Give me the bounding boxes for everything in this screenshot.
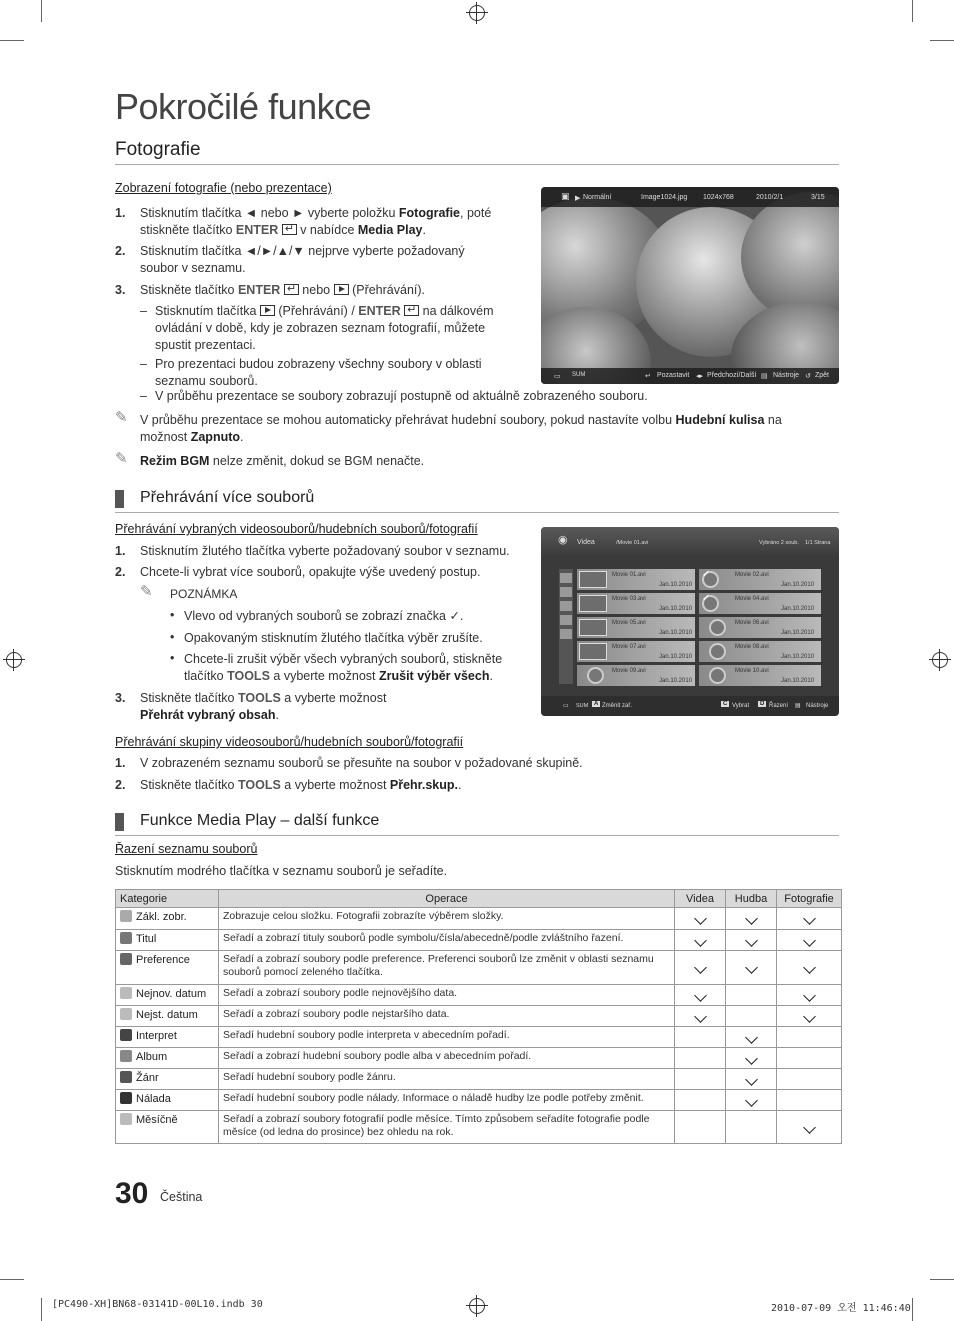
control-bar [541,368,839,384]
step-text: Stisknutím tlačítka ◄/►/▲/▼ nejprve vyberte požadovaný soubor v seznamu. [140,244,465,275]
note-text: Režim BGM nelze změnit, dokud se BGM nenačte. [140,454,425,468]
table-row [116,908,842,930]
check-cell [726,951,777,985]
bullet-text: Chcete-li zrušit výběr všech vybraných souborů, stiskněte tlačítko TOOLS a vyberte možnost Zrušit výběr všech. [184,652,503,683]
tools-button[interactable]: Nástroje [773,372,800,379]
check-cell [726,1027,777,1048]
mode-label: Normální [583,194,612,201]
category-cell: Nejnov. datum [116,985,219,1006]
checkmark-icon: ✓ [702,593,711,604]
check-icon [803,961,816,974]
check-icon [803,1010,816,1023]
crop-mark [0,1279,24,1280]
divider [115,164,839,165]
check-icon [694,912,707,925]
file-name: Movie 07.avi [612,644,646,650]
back-button[interactable]: Zpět [815,372,830,379]
check-cell [777,908,842,930]
check-cell [726,1048,777,1069]
check-cell [675,930,726,951]
header-category: Kategorie [116,890,219,908]
check-icon [745,934,758,947]
dash: – [140,357,147,371]
title-sort-icon[interactable] [560,587,572,597]
print-footer-right: 2010-07-09 오전 11:46:40 [771,1303,911,1314]
file-date: Jan.10.2010 [659,606,693,612]
calendar-new-icon [120,987,132,999]
operation-cell: Seřadí a zobrazí soubory podle nejnovějšího data. [219,985,675,1006]
photo-icon: ▣ [561,191,570,201]
select-label: Vybrat [732,703,750,709]
device-label: SUM [576,703,589,709]
check-cell [777,930,842,951]
sub-step-text: Pro prezentaci budou zobrazeny všechny soubory v oblasti seznamu souborů. [155,357,482,388]
file-name: Movie 01.avi [612,572,646,578]
step-text: Stisknutím žlutého tlačítka vyberte požadovaný soubor v seznamu. [140,544,510,558]
title-icon [120,932,132,944]
page-title: Pokročilé funkce [115,86,372,127]
category-cell: Preference [116,951,219,985]
check-cell [675,1027,726,1048]
step-text: V zobrazeném seznamu souborů se přesuňte na soubor v požadované skupině. [140,756,583,770]
heading-marker [115,813,124,831]
registration-mark-icon [469,5,485,21]
check-icon [745,1052,758,1065]
pause-button[interactable]: Pozastavit [657,372,690,379]
path-label: /Movie 01.avi [616,540,649,546]
table-row [116,1111,842,1144]
note-pencil-icon: ✎ [115,450,128,467]
enter-key-icon [282,224,297,235]
step-number: 1. [115,544,126,558]
arrows-icon: ◂▸ [696,373,704,380]
step-text: Chcete-li vybrat více souborů, opakujte výše uvedený postup. [140,565,481,579]
film-reel-icon [709,667,726,684]
operation-cell: Seřadí a zobrazí soubory podle nejstaršího data. [219,1006,675,1027]
table-row [116,930,842,951]
category-cell: Měsíčně [116,1111,219,1144]
registration-mark-icon [6,652,22,668]
table-row [116,951,842,985]
file-date: Jan.10.2010 [781,630,815,636]
check-icon [803,934,816,947]
registration-mark-icon [932,652,948,668]
enter-key-icon [284,284,299,295]
crop-mark [912,0,913,22]
check-cell [675,1069,726,1090]
folder-icon[interactable] [560,573,572,583]
header-videos: Videa [675,890,726,908]
file-item[interactable] [577,641,695,662]
check-cell [726,1069,777,1090]
note-pencil-icon: ✎ [140,583,153,600]
step-number: 2. [115,244,126,258]
step-text: Stiskněte tlačítko TOOLS a vyberte možnost Přehrát vybraný obsah. [140,691,387,722]
film-reel-icon [709,619,726,636]
bullet: • [170,630,175,644]
calendar-old-icon [120,1008,132,1020]
selected-count: Vybráno 2 soub. [759,540,799,546]
sort-table [115,889,842,1144]
tools-icon: ▤ [761,373,768,380]
file-name: Movie 03.avi [612,596,646,602]
tools-icon: ▤ [795,703,801,709]
star-icon [120,953,132,965]
mood-icon [120,1092,132,1104]
oldest-date-icon[interactable] [560,615,572,625]
check-cell [675,1048,726,1069]
table-row [116,1006,842,1027]
check-cell [777,985,842,1006]
crop-mark [930,40,954,41]
file-list-screenshot [541,527,839,716]
check-cell [726,1006,777,1027]
control-bar [541,696,839,716]
category-cell: Titul [116,930,219,951]
file-name: Movie 10.avi [735,668,769,674]
operation-cell: Seřadí hudební soubory podle nálady. Informace o náladě hudby lze podle potřeby změnit. [219,1090,675,1111]
check-icon [694,1010,707,1023]
file-name: Movie 08.avi [735,644,769,650]
device-label: SUM [572,372,586,378]
folder-icon [120,910,132,922]
check-icon [745,961,758,974]
crop-mark [0,40,24,41]
heading-marker [115,490,124,508]
paragraph: Stisknutím modrého tlačítka v seznamu souborů je seřadíte. [115,864,448,878]
note-label: POZNÁMKA [170,587,238,601]
file-item-selected[interactable] [699,569,821,590]
operation-cell: Seřadí a zobrazí soubory fotografií podle měsíce. Tímto způsobem seřadíte fotografie podle měsíce (od ledna do prosince) bez ohledu na rok. [219,1111,675,1144]
category-cell: Zákl. zobr. [116,908,219,930]
date: 2010/2/1 [756,194,784,201]
table-row [116,1069,842,1090]
film-reel-icon [709,643,726,660]
table-row [116,1027,842,1048]
usb-icon: ▭ [554,373,561,380]
operation-cell: Seřadí a zobrazí hudební soubory podle alba v abecedním pořadí. [219,1048,675,1069]
file-name: Movie 04.avi [735,596,769,602]
check-icon [745,1094,758,1107]
step-text: Stiskněte tlačítko TOOLS a vyberte možnost Přehr.skup.. [140,778,462,792]
calendar-month-icon [120,1113,132,1125]
subsection-heading: Přehrávání vybraných videosouborů/hudebních souborů/fotografií [115,522,478,536]
sub-step-text: Stisknutím tlačítka (Přehrávání) / ENTER ↵ na dálkovém ovládání v době, kdy je zobrazen seznam fotografií, můžete spustit prezentaci. [155,303,535,354]
table-row [116,1048,842,1069]
photo-viewer-screenshot [541,187,839,384]
file-name: Movie 09.avi [612,668,646,674]
page-language: Čeština [160,1190,203,1204]
divider [115,512,839,513]
check-cell [777,1090,842,1111]
check-cell [675,1006,726,1027]
sub-step-text: V průběhu prezentace se soubory zobrazují postupně od aktuálně zobrazeného souboru. [155,389,648,403]
step-text: Stiskněte tlačítko ENTER ↵ nebo (Přehrávání). [140,282,530,299]
album-icon [120,1050,132,1062]
bullet-text: Vlevo od vybraných souborů se zobrazí značka ✓. [184,609,464,623]
file-item[interactable] [577,593,695,614]
check-cell [777,1006,842,1027]
artist-icon [120,1029,132,1041]
header-photos: Fotografie [777,890,842,908]
check-icon [803,989,816,1002]
header-music: Hudba [726,890,777,908]
operation-cell: Seřadí hudební soubory podle interpreta v abecedním pořadí. [219,1027,675,1048]
change-device-label: Změnit zař. [602,703,633,709]
table-header [116,890,842,908]
header-bar [541,527,839,557]
checkmark-icon: ✓ [449,609,460,623]
file-name: Movie 02.avi [735,572,769,578]
note-text: V průběhu prezentace se mohou automaticky přehrávat hudební soubory, pokud nastavíte volbu Hudební kulisa na možnost Zapnuto. [140,413,782,444]
c-button[interactable]: C [723,701,728,707]
check-cell [726,985,777,1006]
category-cell: Žánr [116,1069,219,1090]
page-indicator: 1/1 Strana [805,540,831,546]
check-cell [726,1111,777,1144]
file-date: Jan.10.2010 [781,678,815,684]
resolution: 1024x768 [703,194,734,201]
usb-icon: ▭ [563,703,569,709]
subsection-heading: Řazení seznamu souborů [115,842,258,856]
film-reel-icon [587,667,604,684]
registration-mark-icon [469,1298,485,1314]
operation-cell: Seřadí hudební soubory podle žánru. [219,1069,675,1090]
video-icon: ◉ [558,534,568,546]
crop-mark [930,1279,954,1280]
check-cell [726,1090,777,1111]
check-cell [726,930,777,951]
page-number: 30 [115,1177,149,1210]
note-pencil-icon: ✎ [115,409,128,426]
check-icon [745,1073,758,1086]
step-text: Stisknutím tlačítka ◄ nebo ► vyberte položku Fotografie, poté stiskněte tlačítko ENTER ↵ v nabídce Media Play. [140,205,530,239]
preference-icon[interactable] [560,629,572,639]
check-icon [803,912,816,925]
crop-mark [41,0,42,22]
thumbnail [579,595,607,612]
category-cell: Interpret [116,1027,219,1048]
operation-cell: Seřadí a zobrazí tituly souborů podle symbolu/čísla/abecedně/podle zvláštního řazení. [219,930,675,951]
thumbnail [579,643,607,660]
operation-cell: Seřadí a zobrazí soubory podle preference. Preferenci souborů lze změnit v oblasti seznamu souborů pomocí zeleného tlačítka. [219,951,675,985]
step-number: 2. [115,565,126,579]
dash: – [140,389,147,403]
file-date: Jan.10.2010 [659,630,693,636]
enter-icon: ↵ [645,373,651,380]
step-number: 1. [115,756,126,770]
step-number: 2. [115,778,126,792]
file-date: Jan.10.2010 [659,678,693,684]
file-name: Movie 05.avi [612,620,646,626]
subsection-heading: Přehrávání skupiny videosouborů/hudebních souborů/fotografií [115,735,464,749]
crop-mark [912,1298,913,1321]
checkmark-icon: ✓ [702,569,711,580]
check-cell [675,1090,726,1111]
check-cell [777,1111,842,1144]
file-item[interactable] [699,665,821,686]
check-cell [777,1069,842,1090]
counter: 3/15 [811,194,825,201]
check-cell [777,1027,842,1048]
table-row [116,985,842,1006]
bullet: • [170,608,175,622]
header-operation: Operace [219,890,675,908]
genre-icon [120,1071,132,1083]
check-icon [803,1121,816,1134]
print-footer-left: [PC490-XH]BN68-03141D-00L10.indb 30 [52,1299,263,1310]
subsection-title: Přehrávání více souborů [140,489,315,506]
crop-mark [41,1298,42,1321]
play-key-icon [334,284,349,295]
subsection-heading: Zobrazení fotografie (nebo prezentace) [115,181,332,195]
thumbnail [579,571,607,588]
check-cell [777,951,842,985]
section-label: Videa [577,539,595,546]
sort-sidebar [559,569,573,684]
play-key-icon [260,305,275,316]
divider [115,835,839,836]
file-name: Image1024.jpg [641,194,688,201]
file-date: Jan.10.2010 [659,654,693,660]
check-icon [745,1031,758,1044]
check-icon [694,989,707,1002]
check-cell [675,985,726,1006]
bullet: • [170,651,175,665]
return-icon: ↺ [805,373,811,380]
prev-next-button[interactable]: Předchozí/Další [707,372,757,379]
check-icon [694,934,707,947]
file-date: Jan.10.2010 [781,582,815,588]
check-cell [675,908,726,930]
sort-label: Řazení [769,703,789,709]
thumbnail [579,619,607,636]
newest-date-icon[interactable] [560,601,572,611]
info-bar [541,187,839,207]
check-cell [777,1048,842,1069]
category-cell: Nejst. datum [116,1006,219,1027]
file-date: Jan.10.2010 [781,606,815,612]
check-icon [745,912,758,925]
category-cell: Album [116,1048,219,1069]
category-cell: Nálada [116,1090,219,1111]
section-title: Fotografie [115,139,201,160]
a-button[interactable]: A [594,701,599,707]
enter-key-icon [404,305,419,316]
file-item[interactable] [577,617,695,638]
file-name: Movie 06.avi [735,620,769,626]
file-item[interactable] [577,665,695,686]
subsection-title: Funkce Media Play – další funkce [140,812,380,829]
table-row [116,1090,842,1111]
file-item[interactable] [699,617,821,638]
check-cell [675,951,726,985]
step-number: 3. [115,283,126,297]
file-item[interactable] [577,569,695,590]
step-number: 1. [115,206,126,220]
dash: – [140,304,147,318]
check-icon [694,961,707,974]
operation-cell: Zobrazuje celou složku. Fotografii zobrazíte výběrem složky. [219,908,675,930]
file-date: Jan.10.2010 [659,582,693,588]
check-cell [726,908,777,930]
step-number: 3. [115,691,126,705]
file-date: Jan.10.2010 [781,654,815,660]
file-item[interactable] [699,641,821,662]
file-item-selected[interactable] [699,593,821,614]
bullet-text: Opakovaným stisknutím žlutého tlačítka výběr zrušíte. [184,631,483,645]
check-cell [675,1111,726,1144]
play-icon: ▶ [575,195,581,202]
d-button[interactable]: D [760,701,765,707]
tools-label: Nástroje [806,703,829,709]
